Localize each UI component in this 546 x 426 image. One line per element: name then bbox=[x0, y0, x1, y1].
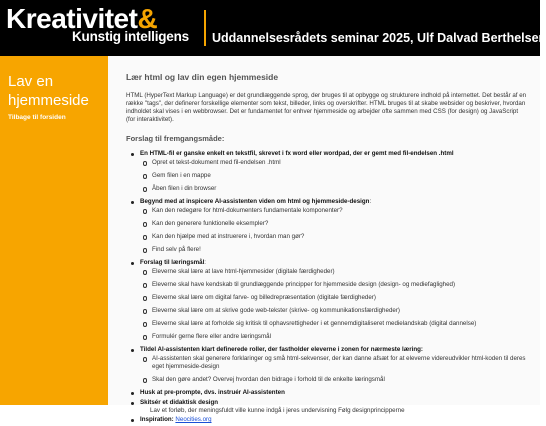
step-heading: Forslag til læringsmål bbox=[140, 259, 205, 266]
page-title: Lær html og lav din egen hjemmeside bbox=[126, 72, 279, 82]
step-heading: Husk at pre-prompte, dvs. instruér AI-assistenten bbox=[140, 389, 285, 396]
step-item bbox=[126, 259, 528, 341]
step-heading: Tildel AI-assistenten klart definerede roller, der fastholder eleverne i zonen for nærmeste læring: bbox=[140, 346, 423, 353]
sidebar bbox=[0, 56, 108, 405]
logo-ampersand: & bbox=[137, 3, 158, 34]
header-divider bbox=[204, 10, 206, 46]
intro-paragraph: HTML (HyperText Markup Language) er det grundlæggende sprog, der bruges til at opbygge og strukturere indhold på internettet. Det består af en række "tags", der definerer forskellige elementer som tekst, billeder, links og overskrifter. HTML bruges til at skabe websider og beskriver, hvordan indholdet skal vises i en webbrowser. Det er fundamentet for enhver hjemmeside og arbejder ofte sammen med CSS (for design) og JavaScript (for interaktivitet). bbox=[126, 92, 527, 123]
main-content bbox=[108, 56, 540, 423]
step-heading-colon: : bbox=[369, 198, 372, 205]
substep-item: Kan den generere funktionelle eksempler? bbox=[140, 220, 528, 228]
site-logo[interactable] bbox=[6, 3, 201, 53]
logo-subtitle: Kunstig intelligens bbox=[72, 29, 189, 44]
site-header bbox=[0, 0, 546, 56]
substep-item: Formulér gerne flere eller andre læringsmål bbox=[140, 333, 528, 341]
step-heading: Begynd med at inspicere AI-assistenten viden om html og hjemmeside-design bbox=[140, 198, 370, 205]
section-title: Forslag til fremgangsmåde: bbox=[126, 134, 225, 143]
substep-item: Åben filen i din browser bbox=[140, 185, 528, 193]
step-heading-colon: : bbox=[204, 259, 207, 266]
substep-item: Skal den gøre andet? Overvej hvordan den bidrage i forhold til de enkelte læringsmål bbox=[140, 376, 528, 384]
back-to-frontpage-link[interactable]: Tilbage til forsiden bbox=[8, 114, 66, 121]
step-heading: Inspiration: bbox=[140, 416, 176, 423]
substep-item: Eleverne skal lære om at skrive gode web-tekster (skrive- og kommunikationsfærdigheder) bbox=[140, 307, 528, 315]
step-item bbox=[126, 150, 528, 193]
substep-item: Eleverne skal lære at forholde sig kritisk til ophavsrettigheder i et gennemdigitaliseret medielandskab (digital dannelse) bbox=[140, 320, 528, 328]
step-item bbox=[126, 416, 528, 424]
step-item bbox=[126, 346, 528, 384]
step-description: Lav et forløb, der meningsfuldt ville kunne indgå i jeres undervisning Følg designprincipperne bbox=[150, 406, 405, 414]
substep-item: Kan den redegøre for html-dokumenters fundamentale komponenter? bbox=[140, 207, 528, 215]
step-heading: En HTML-fil er ganske enkelt en tekstfil, skrevet i fx word eller wordpad, der er gemt med fil-endelsen .html bbox=[140, 150, 454, 157]
substep-item: Eleverne skal lære at lave html-hjemmesider (digitale færdigheder) bbox=[140, 268, 528, 276]
substep-item: Kan den hjælpe med at instruerere i, hvordan man gør? bbox=[140, 233, 528, 241]
sidebar-title: Lav en hjemmeside bbox=[8, 73, 89, 109]
step-item bbox=[126, 399, 528, 415]
substep-list bbox=[140, 159, 528, 193]
substep-item: Eleverne skal lære om digital farve- og billedrepræsentation (digitale færdigheder) bbox=[140, 294, 528, 302]
substep-item: Gem filen i en mappe bbox=[140, 172, 528, 180]
substep-item: AI-assistenten skal generere forklaringer og små html-sekvenser, der kan danne afsæt for at eleverne videreudvikler html-koden til deres eget hjemmeside-design bbox=[140, 355, 528, 371]
step-heading: Skitsér et didaktisk design bbox=[140, 398, 219, 406]
substep-list bbox=[140, 355, 528, 384]
inspiration-link[interactable]: Neocities.org bbox=[175, 416, 212, 423]
steps-list bbox=[126, 150, 528, 424]
step-item bbox=[126, 389, 528, 397]
step-item bbox=[126, 198, 528, 254]
substep-list bbox=[140, 268, 528, 341]
header-subtitle: Uddannelsesrådets seminar 2025, Ulf Dalvad Berthelsen bbox=[212, 31, 546, 45]
content-column bbox=[126, 72, 528, 426]
substep-list bbox=[140, 207, 528, 254]
logo-wordmark: Kreativitet& bbox=[6, 3, 158, 34]
substep-item: Eleverne skal have kendskab til grundlæggende principper for hjemmeside design (design- og mediefaglighed) bbox=[140, 281, 528, 289]
substep-item: Opret et tekst-dokument med fil-endelsen .html bbox=[140, 159, 528, 167]
substep-item: Find selv på flere! bbox=[140, 246, 528, 254]
